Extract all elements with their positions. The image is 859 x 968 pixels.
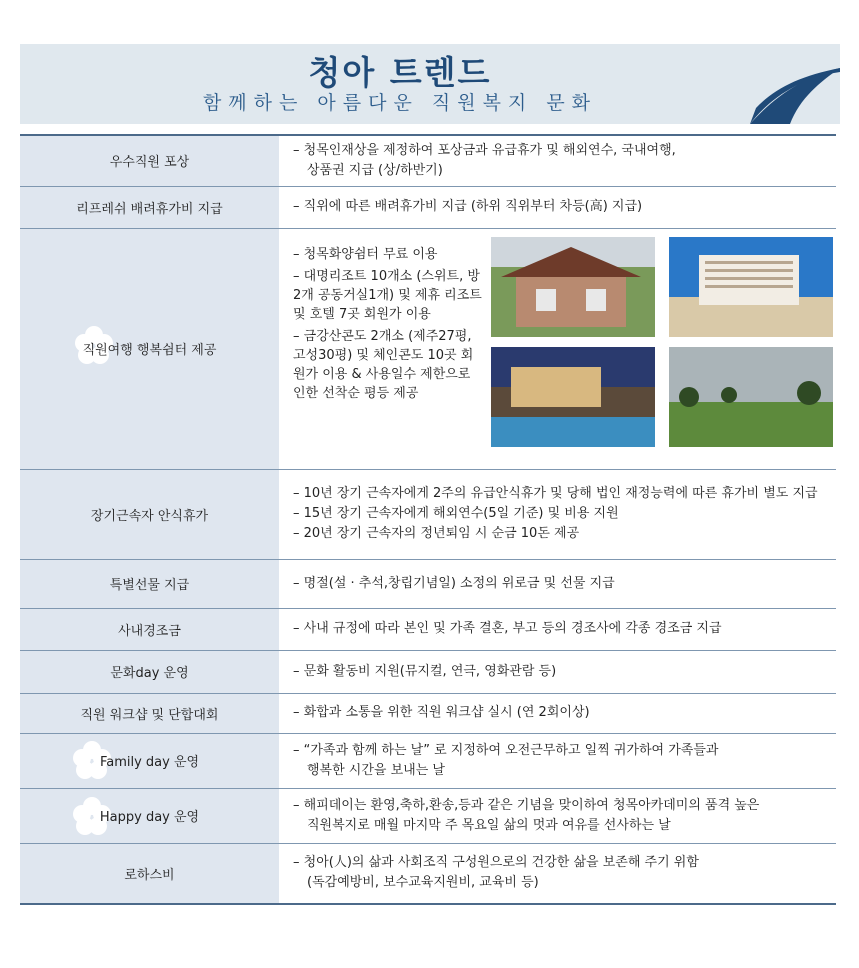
table-row [20, 733, 836, 788]
table-row [20, 228, 836, 469]
house-photo [491, 237, 655, 337]
row-category: 우수직원 포상 [20, 135, 279, 186]
row-category: Family day 운영 [20, 733, 279, 788]
page-subtitle: 함께하는 아름다운 직원복지 문화 [202, 92, 598, 114]
row-description [279, 228, 836, 469]
row-category: 리프레쉬 배려휴가비 지급 [20, 186, 279, 228]
row-description: – 10년 장기 근속자에게 2주의 유급안식휴가 및 당해 법인 재정능력에 따른 휴가비 별도 지급 – 15년 장기 근속자에게 해외연수(5일 기준) 및 비용 지원 – 20년 장기 근속자의 정년퇴임 시 순금 10돈 제공 [279, 469, 836, 559]
row-category: Happy day 운영 [20, 788, 279, 843]
page-title: 청아 트렌드 [308, 53, 492, 92]
table-row [20, 559, 836, 608]
swoosh-decoration [750, 68, 840, 124]
welfare-table [20, 134, 836, 905]
row-description: – 해피데이는 환영,축하,환송,등과 같은 기념을 맞이하여 청목아카데미의 품격 높은 직원복지로 매월 마지막 주 목요일 삶의 멋과 여유를 선사하는 날 [279, 788, 836, 843]
table-row [20, 788, 836, 843]
table-row [20, 843, 836, 904]
table-row [20, 693, 836, 733]
resort-list: – 청목화양쉼터 무료 이용 – 대명리조트 10개소 (스위트, 방2개 공동거실1개) 및 제휴 리조트 및 호텔 7곳 회원가 이용 – 금강산콘도 2개소 (제주27평, 고성30평) 및 체인콘도 10곳 회원가 이용 & 사용일수 제한으로 인한 선착순 평등 제공 [293, 246, 482, 401]
resort-pool-photo [491, 347, 655, 447]
row-category: 문화day 운영 [20, 650, 279, 693]
row-description: – 청아(人)의 삶과 사회조직 구성원으로의 건강한 삶을 보존해 주기 위함 (독감예방비, 보수교육지원비, 교육비 등) [279, 843, 836, 904]
row-category: 장기근속자 안식휴가 [20, 469, 279, 559]
table-row [20, 186, 836, 228]
row-description: – 직위에 따른 배려휴가비 지급 (하위 직위부터 차등(高) 지급) [279, 186, 836, 228]
row-category: 사내경조금 [20, 608, 279, 650]
garden-photo [669, 347, 833, 447]
row-category: 직원여행 행복쉼터 제공 [20, 228, 279, 469]
row-description: – 화합과 소통을 위한 직원 워크샵 실시 (연 2회이상) [279, 693, 836, 733]
table-row [20, 469, 836, 559]
table-row [20, 650, 836, 693]
row-category: 특별선물 지급 [20, 559, 279, 608]
row-description: – 사내 규정에 따라 본인 및 가족 결혼, 부고 등의 경조사에 각종 경조금 지급 [279, 608, 836, 650]
table-row [20, 135, 836, 186]
row-description: – 청목인재상을 제정하여 포상금과 유급휴가 및 해외연수, 국내여행, 상품권 지급 (상/하반기) [279, 135, 836, 186]
row-category: 직원 워크샵 및 단합대회 [20, 693, 279, 733]
row-description: – 명절(설 · 추석,창립기념일) 소정의 위로금 및 선물 지급 [279, 559, 836, 608]
row-description: – “가족과 함께 하는 날” 로 지정하여 오전근무하고 일찍 귀가하여 가족들과 행복한 시간을 보내는 날 [279, 733, 836, 788]
row-description: – 문화 활동비 지원(뮤지컬, 연극, 영화관람 등) [279, 650, 836, 693]
table-row [20, 608, 836, 650]
row-category: 로하스비 [20, 843, 279, 904]
resort-hotel-photo [669, 237, 833, 337]
page-header [20, 44, 840, 124]
